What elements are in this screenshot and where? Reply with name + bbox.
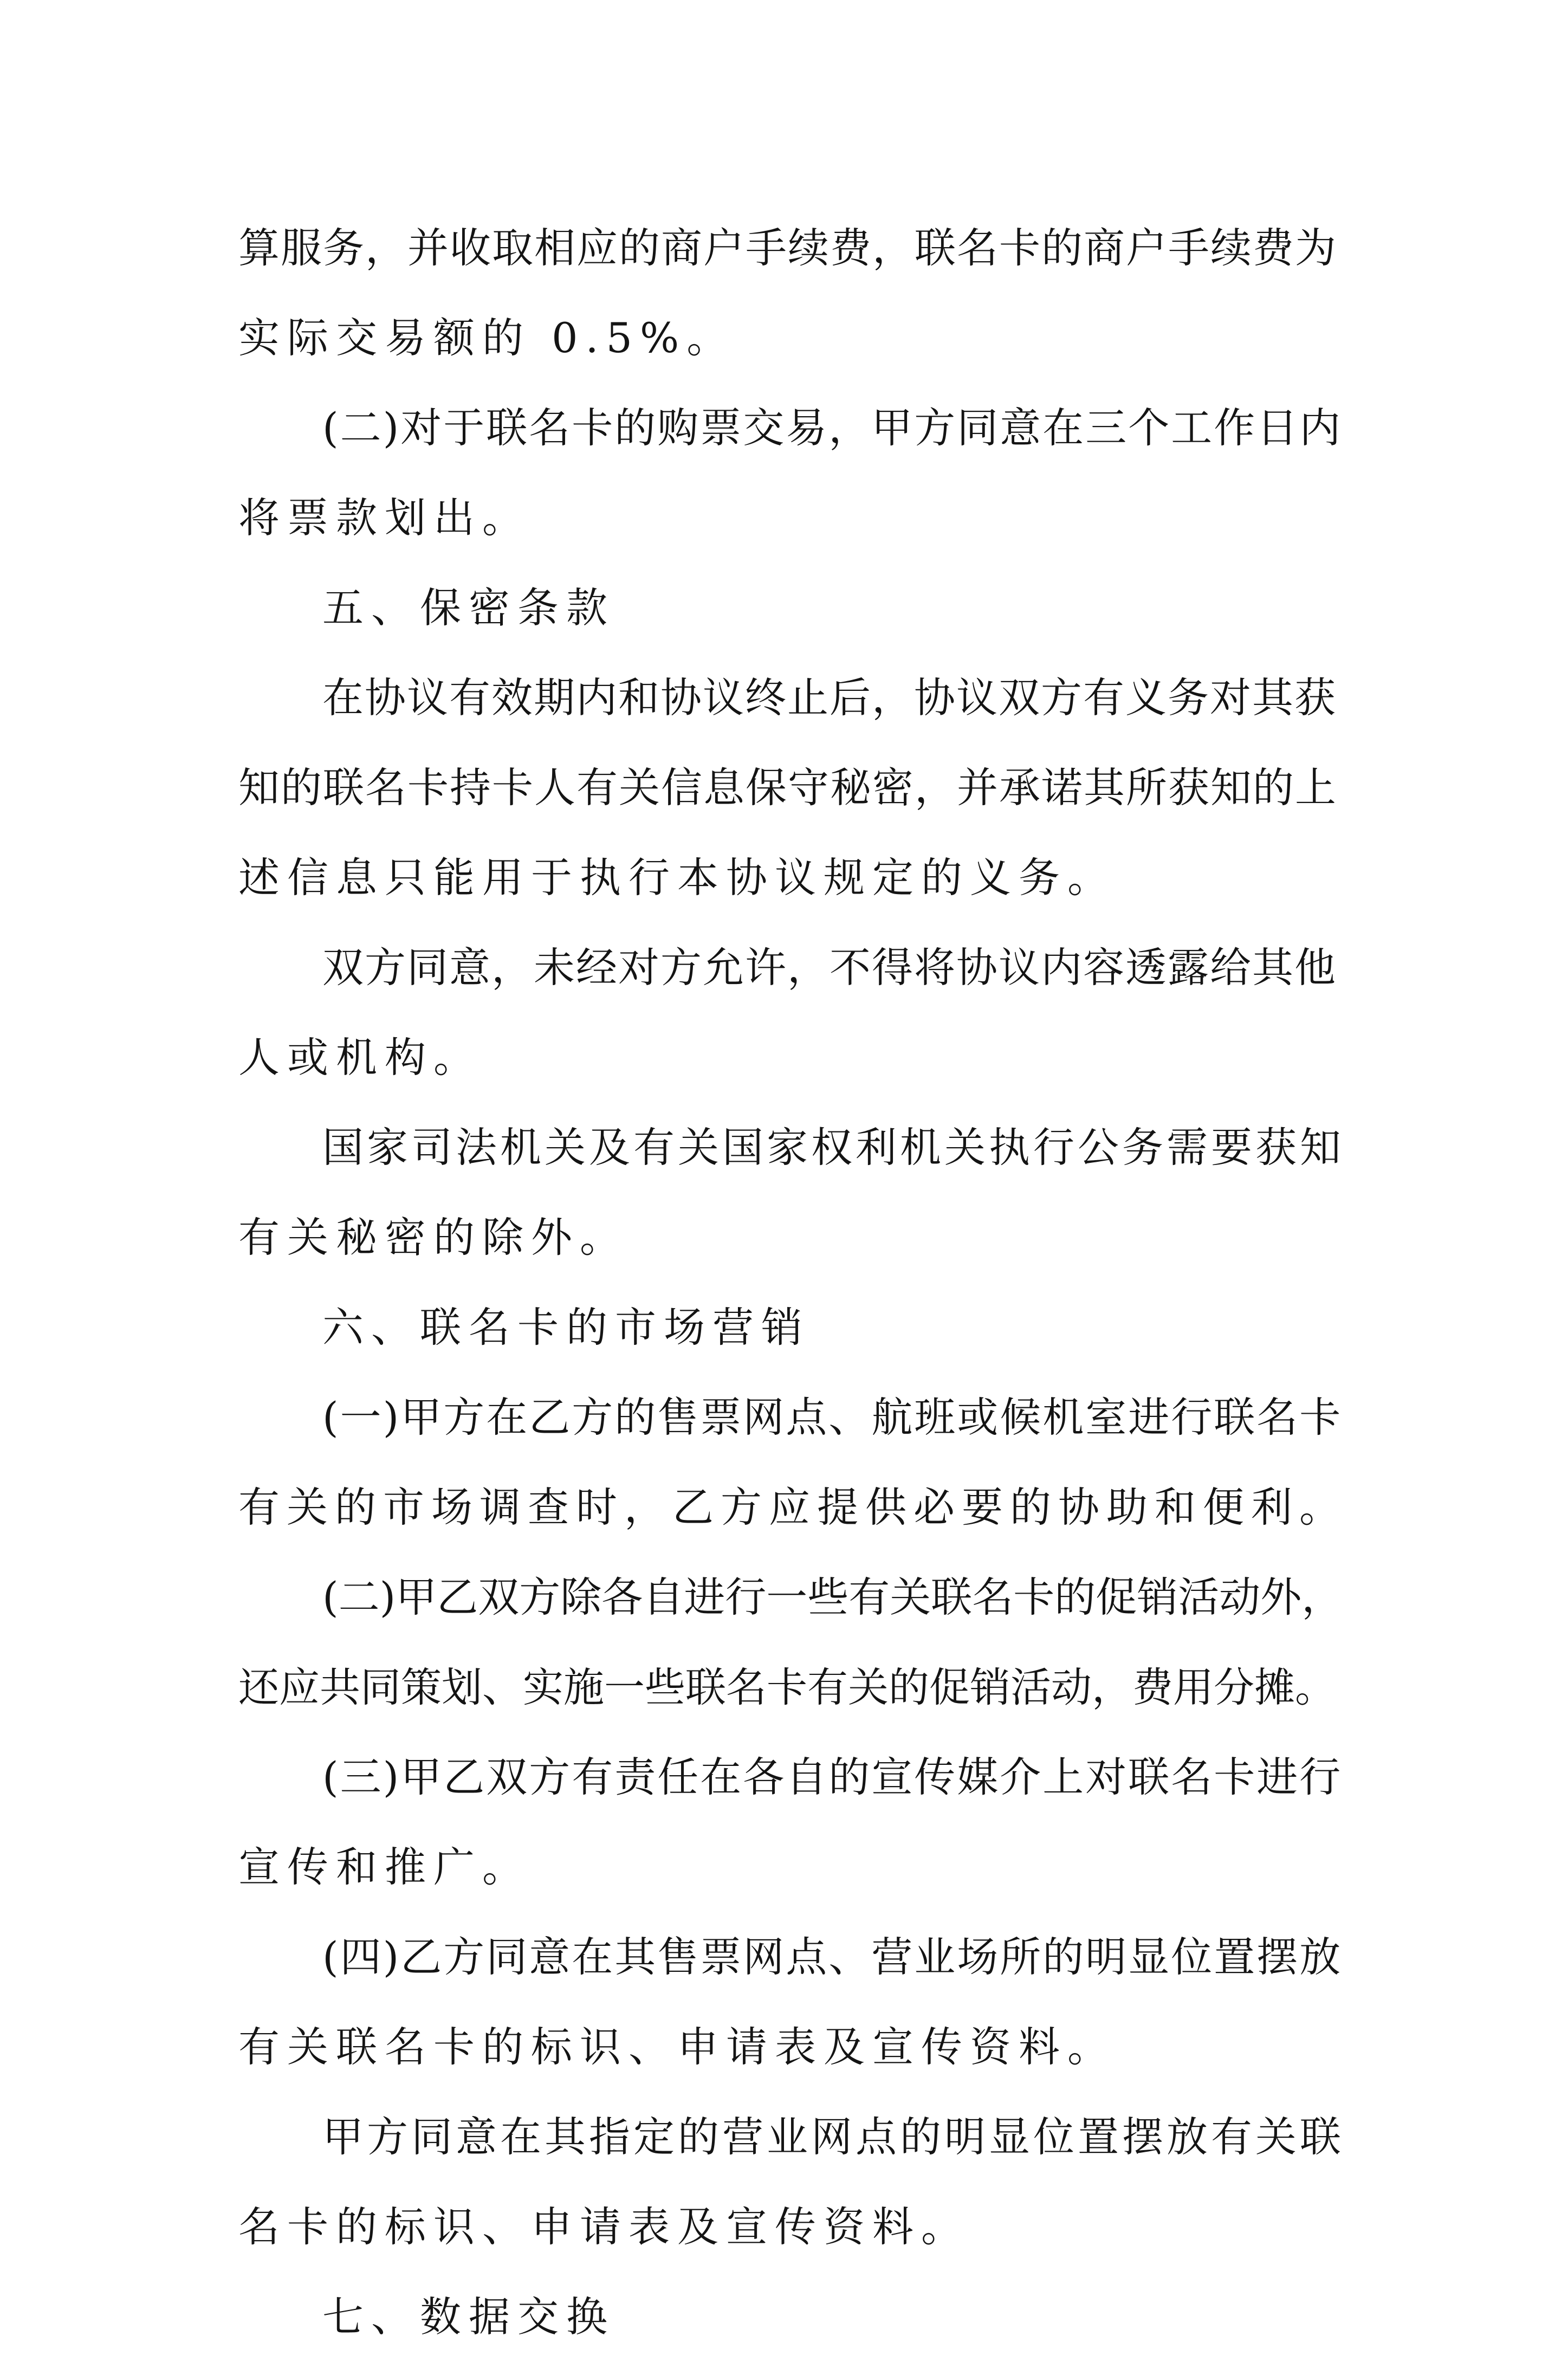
section-heading: 七、数据交换 xyxy=(322,2293,615,2341)
text-line: 有关联名卡的标识、申请表及宣传资料。 xyxy=(238,2023,1116,2071)
text-line: (三)甲乙双方有责任在各自的宣传媒介上对联名卡进行 xyxy=(322,1753,1343,1801)
text-line: (一)甲方在乙方的售票网点、航班或候机室进行联名卡 xyxy=(322,1393,1343,1441)
document-body xyxy=(238,203,1349,2362)
text-line: 宣传和推广。 xyxy=(238,1843,531,1891)
text-line: 人或机构。 xyxy=(238,1033,482,1082)
text-line: 名卡的标识、申请表及宣传资料。 xyxy=(238,2203,970,2251)
text-line: 知的联名卡持卡人有关信息保守秘密，并承诺其所获知的上 xyxy=(238,763,1337,812)
text-line: (四)乙方同意在其售票网点、营业场所的明显位置摆放 xyxy=(322,1933,1343,1981)
text-line: 甲方同意在其指定的营业网点的明显位置摆放有关联 xyxy=(322,2113,1344,2161)
section-heading: 六、联名卡的市场营销 xyxy=(322,1303,810,1351)
text-line: 将票款划出。 xyxy=(238,494,531,542)
text-line: 算服务，并收取相应的商户手续费，联名卡的商户手续费为 xyxy=(238,224,1337,272)
text-line: 双方同意，未经对方允许，不得将协议内容透露给其他 xyxy=(322,943,1337,992)
text-line: 有关秘密的除外。 xyxy=(238,1213,629,1261)
text-line: 还应共同策划、实施一些联名卡有关的促销活动，费用分摊。 xyxy=(238,1664,1336,1711)
text-line: 在协议有效期内和协议终止后，协议双方有义务对其获 xyxy=(322,674,1337,722)
text-line: 有关的市场调查时，乙方应提供必要的协助和便利。 xyxy=(238,1483,1347,1531)
section-heading: 五、保密条款 xyxy=(322,584,615,632)
text-line: 国家司法机关及有关国家权利机关执行公务需要获知 xyxy=(322,1123,1344,1172)
text-line: (二)对于联名卡的购票交易，甲方同意在三个工作日内 xyxy=(322,404,1343,452)
text-line: (二)甲乙双方除各自进行一些有关联名卡的促销活动外， xyxy=(322,1573,1343,1621)
text-line: 实际交易额的 0.5%。 xyxy=(238,314,736,362)
text-line: 述信息只能用于执行本协议规定的义务。 xyxy=(238,853,1116,902)
